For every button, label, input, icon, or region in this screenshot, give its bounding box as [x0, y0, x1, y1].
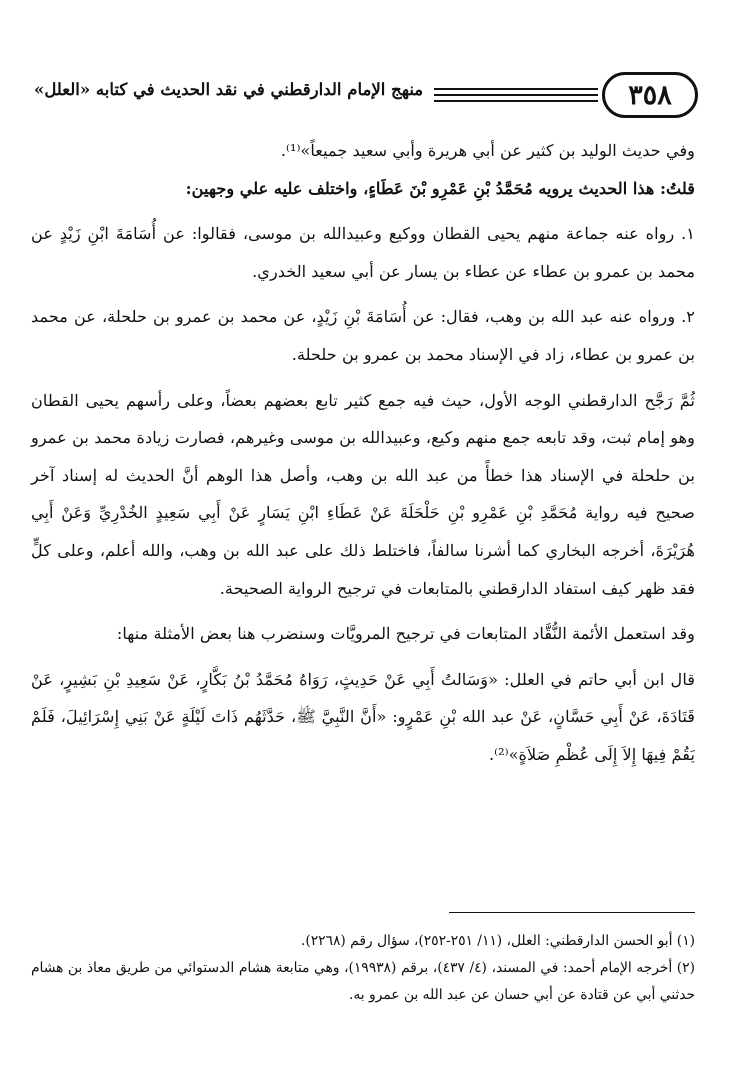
paragraph: وفي حديث الوليد بن كثير عن أبي هريرة وأبي سعيد جميعاً»⁽¹⁾. — [280, 141, 695, 160]
list-item: ١. رواه عنه جماعة منهم يحيى القطان ووكيع وعبيدالله بن موسى، فقالوا: عن أُسَامَةَ ابْنِ زَيْدٍ عن محمد بن عمرو بن عطاء عن عطاء بن يسار عن أبي سعيد الخدري. — [31, 224, 695, 281]
footnotes — [31, 928, 695, 1009]
page-header — [34, 70, 698, 124]
paragraph: ثُمَّ رَجَّح الدارقطني الوجه الأول، حيث فيه جمع كثير تابع بعضهم بعضاً، وعلى رأسهم يحيى القطان وهو إمام ثبت، وقد تابعه جمع منهم وكيع، وعبيدالله بن موسى وغيرهم، فصارت زيادة محمد بن عمرو بن حلحلة في الإسناد هذا خطأً من عبد الله بن وهب، وأصل هذا الوهم أنَّ الحديث له إسناد آخر صحيح فيه رواية مُحَمَّدِ بْنِ عَمْرِو بْنِ حَلْحَلَةَ عَنْ عَطَاءِ ابْنِ يَسَارٍ عَنْ أَبِي سَعِيدٍ الخُدْرِيِّ وَعَنْ أَبِي هُرَيْرَةَ، أخرجه البخاري كما أشرنا سالفاً، فاختلط ذلك على عبد الله بن وهب، والله أعلم، وعلى كلٍّ فقد ظهر كيف استفاد الدارقطني بالمتابعات في ترجيح الرواية الصحيحة. — [31, 390, 695, 598]
running-title: منهج الإمام الدارقطني في نقد الحديث في كتابه «العلل» — [34, 80, 424, 99]
paragraph: وقد استعمل الأئمة النُّقَّاد المتابعات في ترجيح المرويَّات وسنضرب هنا بعض الأمثلة منها: — [116, 624, 695, 644]
paragraph: قلتُ: هذا الحديث يرويه مُحَمَّدُ بْنِ عَمْرِو بْنَ عَطَاءٍ، واختلف عليه علي وجهين: — [185, 178, 695, 198]
page-number-badge: ٣٥٨ — [602, 72, 698, 118]
footnote-separator — [449, 912, 695, 913]
header-rule — [434, 100, 598, 102]
paragraph: قال ابن أبي حاتم في العلل: «وَسَالتُ أَبِي عَنْ حَدِيثٍ، رَوَاهُ مُحَمَّدُ بْنُ بَكَّارٍ، عَنْ سَعِيدِ بْنِ بَشِيرٍ، عَنْ قَتَادَةَ، عَنْ أَبِي حَسَّانٍ، عَنْ عبد الله بْنِ عَمْرٍو: «أَنَّ النَّبِيَّ ﷺ، حَدَّثَهُم ذَاتَ لَيْلَةٍ عَنْ بَنِي إِسْرَائِيلَ، فَلَمْ يَقُمْ فِيهَا إِلاَ إِلَى عُظْمِ صَلاَةٍ»⁽²⁾. — [31, 669, 695, 764]
header-rule — [434, 88, 598, 90]
header-rule — [434, 94, 598, 96]
main-text — [31, 132, 695, 774]
footnote: (٢) أخرجه الإمام أحمد: في المسند، (٤/ ٤٣٧)، برقم (١٩٩٣٨)، وهي متابعة هشام الدستوائي من طريق معاذ بن هشام حدثني أبي عن قتادة عن أبي حسان عن عبد الله بن عمرو به. — [31, 960, 695, 1003]
list-item: ٢. ورواه عنه عبد الله بن وهب، فقال: عن أُسَامَةَ بْنِ زَيْدٍ، عن محمد بن عمرو بن حلحلة، عن محمد بن عمرو بن عطاء، زاد في الإسناد محمد بن عمرو بن حلحلة. — [31, 307, 695, 364]
footnote: (١) أبو الحسن الدارقطني: العلل، (١١/ ٢٥١-٢٥٢)، سؤال رقم (٢٢٦٨). — [300, 933, 695, 949]
